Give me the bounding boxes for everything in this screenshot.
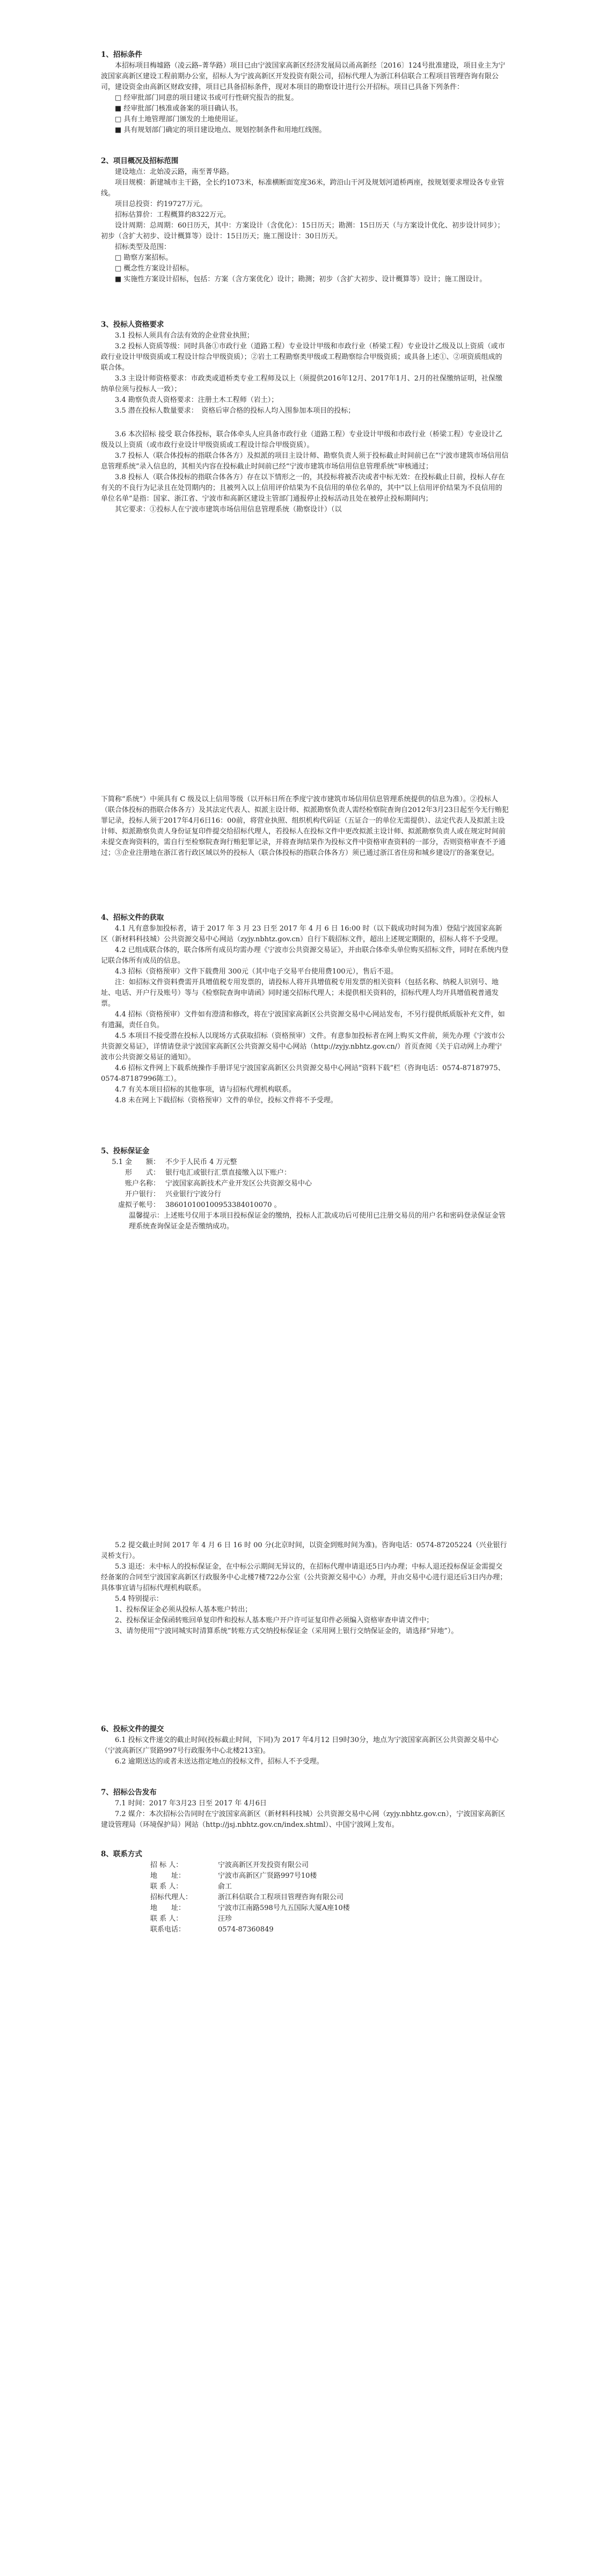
paragraph: 3.5 潜在投标人数量要求： 资格后审合格的投标人均入围参加本项目的投标；: [115, 407, 355, 415]
field-label: 招 标 人：: [150, 1861, 183, 1869]
paragraph: 7.1 时间：2017 年3月23 日至 2017 年 4月6日: [115, 1799, 267, 1807]
section-heading: 3、投标人资格要求: [101, 320, 164, 329]
section-announcement-publication: [101, 1787, 509, 1831]
field-value: 386010100100953384010070 。: [165, 1201, 281, 1209]
paragraph: 下简称“系统”）中须具有 C 级及以上信用等级（以开标日所在季度宁波市建筑市场信用信息管理系统提供的信息为准）。②投标人（联合体投标的指联合体各方）及其法定代表人、拟派主设计师、拟派勘察负责人需经检察院查询自2012年3月23日起至今无行贿犯罪记录，投标人须于2017年4月6日16：00前，将营业执照、组织机构代码证（五证合一的单位无需提供）、法定代表人及拟派主设计师、拟派勘察负责人身份证复印件提交给招标代理人，若投标人在投标文件中更改拟派主设计师、拟派勘察负责人或在规定时间前未提交查询资料的，需自行至检察院查询行贿犯罪记录，并将查询结果作为投标文件中资格审查资料的一部分，否则资格审查不予通过；③企业注册地在浙江省行政区域以外的投标人（联合体投标的指联合体各方）须已通过浙江省住房和城乡建设厅的备案登记。: [101, 795, 509, 857]
field-value: 兴业银行宁波分行: [165, 1190, 222, 1198]
contact-row: [101, 1860, 509, 1871]
paragraph: 4.5 本项目不接受潜在投标人以现场方式获取招标（资格预审）文件。有意参加投标者在网上购买文件前，须先办理《宁波市公共资源交易证》，详情请登录宁波国家高新区公共资源交易中心网站（http://zyjy.nbhtz.gov.cn/）首页查阅《关于启动网上办理宁波市公共资源交易证的通知》。: [101, 1032, 505, 1062]
paragraph: 注：如招标文件资料费需开具增值税专用发票的，请投标人将开具增值税专用发票的相关资料（包括名称、纳税人识别号、地址、电话、开户行及账号）等与《检察院查询申请函》同时递交招标代理人；未提供相关资料的，招标代理人均开具增值税普通发票。: [101, 978, 499, 1008]
field-label: 账户名称：: [125, 1180, 160, 1188]
paragraph: 7.2 媒介：本次招标公告同时在宁波国家高新区（新材料科技城）公共资源交易中心网（zyjy.nbhtz.gov.cn），宁波国家高新区建设管理局（环境保护局）网站（http://jsj.nbhtz.gov.cn/index.shtml）、中国宁波网上发布。: [101, 1810, 506, 1829]
field-label: 联 系 人：: [150, 1915, 183, 1923]
category-item: □ 概念性方案设计招标。: [115, 265, 194, 273]
account-number-row: [101, 1200, 509, 1211]
paragraph: 4.4 招标（资格预审）文件如有澄清和修改，将在宁波国家高新区公共资源交易中心网站发布，不另行提供纸质版补充文件，如有遗漏，责任自负。: [101, 1011, 505, 1029]
paragraph: 本招标项目梅墟路（凌云路–菁华路）项目已由宁波国家高新区经济发展局以甬高新经〔2016〕124号批准建设，项目业主为宁波国家高新区建设工程前期办公室，招标人为宁波高新区开发投资有限公司，招标代理人为浙江科信联合工程项目管理咨询有限公司，建设资金由高新区财政安排，项目已具备招标条件，现对本项目的勘察设计进行公开招标。项目已具备下列条件：: [101, 62, 506, 91]
section-contact: [101, 1849, 509, 1935]
field-label: 招标代理人：: [150, 1893, 193, 1901]
category-item: □ 勘察方案招标。: [115, 254, 173, 262]
section-qualifications: [101, 319, 509, 515]
section-bid-bond: [101, 1146, 509, 1232]
paragraph: 4.2 已组成联合体的，联合体所有成员均需办理《宁波市公共资源交易证》，并由联合体牵头单位购买招标文件，同时在系统内登记联合体所有成员的信息。: [101, 946, 509, 965]
field-label: 5.1 金 额：: [112, 1158, 160, 1166]
paragraph: 项目总投资：约19727万元。: [115, 200, 207, 208]
paragraph: 设计周期：总周期：60日历天，其中：方案设计（含优化）：15日历天；勘测：15日历天（与方案设计优化、初步设计同步）；初步（含扩大初步、设计概算等）设计：15日历天；施工图设计：30日历天。: [101, 222, 504, 240]
paragraph: 6.2 逾期送达的或者未送达指定地点的投标文件，招标人不予受理。: [115, 1758, 324, 1766]
paragraph: 3.2 投标人资质等级：同时具备①市政行业（道路工程）专业设计甲级和市政行业（桥梁工程）专业设计乙级及以上资质（或市政行业设计甲级资质或工程设计综合甲级资质）；②岩土工程勘察类甲级或工程勘察综合甲级资质；或具备上述①、②项资质组成的联合体。: [101, 342, 505, 372]
list-item: 2、投标保证金保函转账回单复印件和投标人基本账户开户许可证复印件必须编入资格审查申请文件中；: [115, 1616, 434, 1624]
paragraph: 5.3 退还：未中标人的投标保证金，在中标公示期间无异议的，在招标代理申请退还5日内办理；中标人退还投标保证金需提交经备案的合同至宁波国家高新区行政服务中心北楼7楼722办公室（公共资源交易中心）办理，并由交易中心进行退还后3日内办理；具体事宜请与招标代理机构联系。: [101, 1563, 507, 1592]
section-heading: 8、联系方式: [101, 1850, 142, 1858]
paragraph: 3.8 投标人（联合体投标的指联合体各方）存在以下情形之一的，其投标将被否决或者中标无效：在投标截止日前，投标人存在有关的不良行为记录且在处罚期内的；且被列入以上信用评价结果为不良信用的单位名单的，其中“以上信用评价结果为不良信用的单位名单”是指：国家、浙江省、宁波市和高新区建设主管部门通报停止投标活动且处在被停止投标期间内；: [101, 473, 505, 503]
paragraph: 4.1 凡有意参加投标者，请于 2017 年 3 月 23 日至 2017 年 4 月 6 日 16:00 时（以下载成功时间为准）登陆宁波国家高新区（新材料科技城）公共资源交易中心网站（zyjy.nbhtz.gov.cn）自行下载招标文件，超出上述规定期限的，招标人将不予受理。: [101, 925, 502, 943]
field-value: 0574-87360849: [218, 1926, 274, 1934]
paragraph: 3.6 本次招标 接受 联合体投标，联合体牵头人应具备市政行业（道路工程）专业设计甲级和市政行业（桥梁工程）专业设计乙级及以上资质（或市政行业设计甲级资质或工程设计综合甲级资质）。: [101, 430, 503, 449]
bank-row: [101, 1189, 509, 1200]
section-heading: 4、招标文件的获取: [101, 913, 164, 922]
section-heading: 5、投标保证金: [101, 1147, 150, 1155]
contact-row: [101, 1914, 509, 1924]
bond-form-row: [101, 1168, 509, 1179]
section-heading: 1、招标条件: [101, 50, 142, 59]
section-document-acquisition: [101, 912, 509, 1106]
field-value: 浙江科信联合工程项目管理咨询有限公司: [218, 1893, 344, 1901]
paragraph: 4.3 招标（资格预审）文件下载费用 300元（其中电子交易平台使用费100元），售后不退。: [115, 968, 398, 976]
condition-item: ■ 具有规划部门确定的项目建设地点、规划控制条件和用地红线图。: [115, 126, 326, 134]
section-heading: 6、投标文件的提交: [101, 1725, 164, 1733]
category-item: ■ 实施性方案设计招标，包括：方案（含方案优化）设计；勘测；初步（含扩大初步、设计概算等）设计；施工图设计。: [115, 275, 487, 283]
contact-row: [101, 1924, 509, 1935]
field-value: 宁波市江南路598号九五国际大厦A座10楼: [218, 1904, 350, 1912]
contact-row: [101, 1871, 509, 1882]
field-label: 联 系 人：: [150, 1883, 183, 1891]
condition-item: □ 具有土地管理部门颁发的土地使用证。: [115, 115, 243, 123]
section-heading: 7、招标公告发布: [101, 1788, 157, 1797]
field-label: 联系电话：: [150, 1926, 186, 1934]
paragraph: 4.7 有关本项目招标的其他事项，请与招标代理机构联系。: [115, 1086, 296, 1094]
section-bid-bond-continued: [101, 1540, 509, 1637]
field-label: 虚拟子帐号：: [118, 1201, 160, 1209]
section-heading: 2、项目概况及招标范围: [101, 157, 179, 165]
paragraph: 招标类型及范围：: [115, 243, 171, 251]
list-item: 3、请勿使用“宁波同城实时清算系统”转账方式交纳投标保证金（采用网上银行交纳保证金的，请选择“异地”）。: [115, 1627, 458, 1635]
paragraph: 3.3 主设计师资格要求：市政类或道桥类专业工程师及以上（须提供2016年12月、2017年1月、2月的社保缴纳证明，社保缴纳单位须与投标人一致）；: [101, 375, 503, 393]
field-value: 汪珍: [218, 1915, 232, 1923]
field-label: 地 址：: [150, 1904, 186, 1912]
bond-amount-row: [101, 1157, 509, 1168]
condition-item: ■ 经审批部门核准或备案的项目确认书。: [115, 105, 243, 113]
section-bid-submission: [101, 1724, 509, 1767]
section-bidding-conditions: [101, 49, 509, 136]
field-label: 地 址：: [150, 1872, 186, 1880]
paragraph: 5.4 特别提示：: [115, 1595, 163, 1603]
field-value: 宁波国家高新技术产业开发区公共资源交易中心: [165, 1180, 312, 1188]
field-value: 银行电汇或银行汇票直接缴入以下账户：: [165, 1169, 291, 1177]
list-item: 1、投标保证金必须从投标人基本账户转出；: [115, 1606, 252, 1614]
field-label: 开户银行：: [125, 1190, 160, 1198]
field-label: 形 式：: [125, 1169, 160, 1177]
paragraph: 招标估算价：工程概算约8322万元。: [115, 211, 231, 219]
field-value: 宁波市高新区广贤路997号10楼: [218, 1872, 317, 1880]
account-name-row: [101, 1179, 509, 1189]
notice: 温馨提示：上述账号仅用于本项目投标保证金的缴纳，投标人汇款成功后可使用已注册交易员的用户名和密码登录保证金管理系统查询保证金是否缴纳成功。: [129, 1212, 506, 1231]
section-project-overview: [101, 156, 509, 285]
condition-item: □ 经审批部门同意的项目建议书或可行性研究报告的批复。: [115, 94, 298, 102]
field-value: 不少于人民币 4 万元整: [165, 1158, 237, 1166]
paragraph: 其它要求：①投标人在宁波市建筑市场信用信息管理系统（勘察设计）（以: [115, 506, 342, 514]
paragraph: 5.2 提交截止时间 2017 年 4 月 6 日 16 时 00 分(北京时间，以资金到账时间为准)。咨询电话：0574-87205224（兴业银行灵桥支行）。: [101, 1541, 507, 1560]
contact-row: [101, 1882, 509, 1892]
paragraph: 6.1 投标文件递交的截止时间(投标截止时间，下同)为 2017 年4月12 日9时30分，地点为宁波国家高新区公共资源交易中心（宁波高新区广贤路997号行政服务中心北楼213室)。: [101, 1736, 499, 1755]
paragraph: 4.8 未在网上下载招标（资格预审）文件的单位，投标文件将不予受理。: [115, 1096, 338, 1104]
field-value: 俞工: [218, 1883, 232, 1891]
paragraph: 建设地点：北始凌云路，南至菁华路。: [115, 168, 234, 176]
paragraph: 4.6 招标文件网上下载系统操作手册详见宁波国家高新区公共资源交易中心网站“资料下载”栏（咨询电话：0574-87187975、0574-87187996陈工）。: [101, 1064, 505, 1083]
paragraph: 3.4 勘察负责人资格要求：注册土木工程师（岩土）；: [115, 396, 279, 404]
paragraph: 项目规模：新建城市主干路，全长约1073米，标准横断面宽度36米，跨沿山干河及规划河道桥两座，按规划要求埋设各专业管线。: [101, 179, 504, 197]
paragraph: 3.1 投标人须具有合法有效的企业营业执照；: [115, 332, 254, 340]
contact-row: [101, 1892, 509, 1903]
section-qualifications-continued: [101, 794, 509, 859]
paragraph: 3.7 投标人（联合体投标的指联合体各方）及拟派的项目主设计师、勘察负责人须于投标截止时间前已在“宁波市建筑市场信用信息管理系统”录入信息的，其相关内容在投标截止时间前已经“宁波市建筑市场信用信息管理系统”审核通过；: [101, 452, 509, 471]
contact-row: [101, 1903, 509, 1914]
field-value: 宁波高新区开发投资有限公司: [218, 1861, 309, 1869]
